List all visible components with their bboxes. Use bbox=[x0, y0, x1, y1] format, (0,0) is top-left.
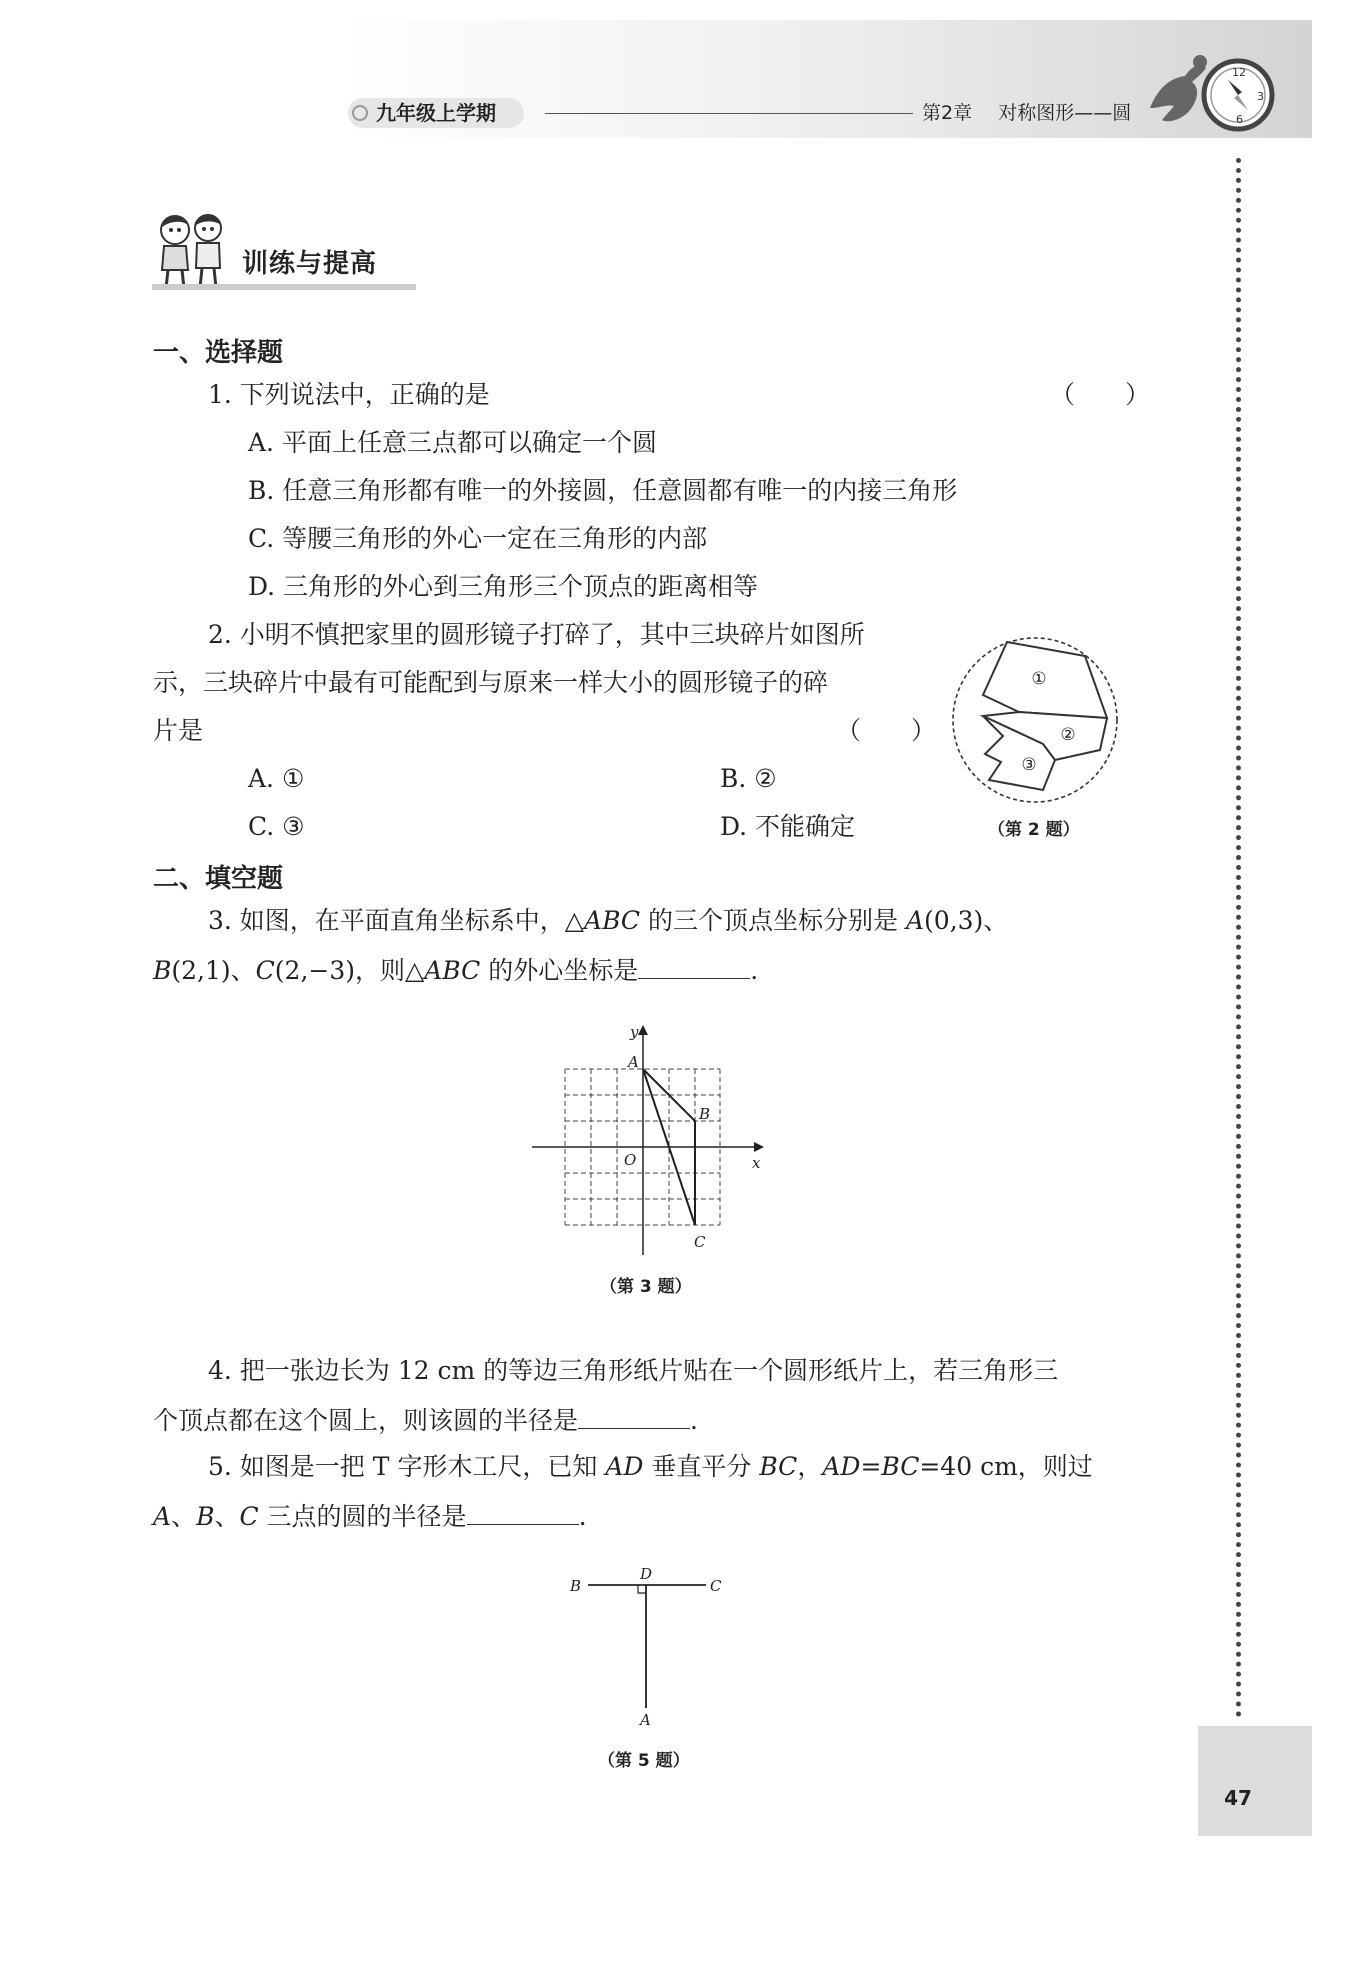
q5-answer-blank[interactable] bbox=[467, 1500, 579, 1525]
q2-option-a: A. ① bbox=[248, 764, 305, 793]
kids-icon bbox=[150, 208, 235, 293]
q3-y-arrow bbox=[638, 1025, 648, 1035]
q3-label-x: x bbox=[752, 1154, 761, 1172]
q2-figure-caption: （第 2 题） bbox=[988, 820, 1080, 840]
svg-text:6: 6 bbox=[1236, 113, 1243, 126]
chapter-label bbox=[922, 100, 1131, 126]
q2-option-c: C. ③ bbox=[248, 812, 305, 841]
q5-line1: 5. 如图是一把 T 字形木工尺，已知 AD 垂直平分 BC，AD=BC=40 cm，则过 bbox=[208, 1452, 1093, 1481]
q4-line1: 4. 把一张边长为 12 cm 的等边三角形纸片贴在一个圆形纸片上，若三角形三 bbox=[208, 1356, 1059, 1385]
dotted-margin-line bbox=[1236, 158, 1241, 1718]
q1-stem: 1. 下列说法中，正确的是 bbox=[208, 380, 490, 409]
q2-label-2: ② bbox=[1060, 725, 1076, 745]
q2-option-b: B. ② bbox=[720, 764, 777, 793]
q5-t-square-figure bbox=[560, 1558, 740, 1728]
page-number: 47 bbox=[1224, 1786, 1252, 1810]
grade-label: 九年级上学期 bbox=[376, 101, 496, 125]
section-banner-title: 训练与提高 bbox=[242, 249, 378, 279]
q1-option-c: C. 等腰三角形的外心一定在三角形的内部 bbox=[248, 524, 708, 553]
q5-right-angle-mark bbox=[638, 1585, 646, 1593]
q3-label-c: C bbox=[694, 1233, 706, 1251]
svg-text:3: 3 bbox=[1257, 90, 1264, 103]
q3-label-b: B bbox=[699, 1105, 711, 1123]
q5-label-d: D bbox=[640, 1565, 653, 1583]
q1-option-a: A. 平面上任意三点都可以确定一个圆 bbox=[248, 428, 657, 457]
q3-label-y: y bbox=[630, 1023, 639, 1041]
banner-underline bbox=[152, 284, 416, 290]
q3-line2: B(2,1)、C(2,−3)，则△ABC 的外心坐标是 . bbox=[153, 956, 759, 985]
q3-label-origin: O bbox=[624, 1151, 637, 1169]
q2-line2: 示，三块碎片中最有可能配到与原来一样大小的圆形镜子的碎 bbox=[153, 668, 829, 697]
q3-x-arrow bbox=[754, 1142, 764, 1152]
q3-label-a: A bbox=[628, 1053, 639, 1071]
q1-option-b: B. 任意三角形都有唯一的外接圆，任意圆都有唯一的内接三角形 bbox=[248, 476, 958, 505]
section-choice-heading: 一、选择题 bbox=[153, 338, 284, 368]
q5-line2: A、B、C 三点的圆的半径是 . bbox=[153, 1502, 587, 1531]
q4-line2: 个顶点都在这个圆上，则该圆的半径是 . bbox=[153, 1406, 698, 1435]
q1-option-d: D. 三角形的外心到三角形三个顶点的距离相等 bbox=[248, 572, 759, 601]
q2-label-1: ① bbox=[1031, 669, 1047, 689]
q4-answer-blank[interactable] bbox=[578, 1404, 690, 1429]
chapter-number: 第2章 bbox=[922, 102, 973, 124]
svg-text:12: 12 bbox=[1232, 66, 1246, 79]
q3-line1: 3. 如图，在平面直角坐标系中，△ABC 的三个顶点坐标分别是 A(0,3)、 bbox=[208, 906, 1009, 935]
q5-label-a: A bbox=[640, 1711, 651, 1728]
header-rule bbox=[545, 113, 913, 114]
q2-line3: 片是 bbox=[153, 716, 204, 745]
q2-option-d: D. 不能确定 bbox=[720, 812, 856, 841]
q5-figure-caption: （第 5 题） bbox=[598, 1751, 690, 1771]
q5-label-b: B bbox=[570, 1577, 582, 1595]
q3-figure-caption: （第 3 题） bbox=[600, 1277, 692, 1297]
q2-label-3: ③ bbox=[1021, 755, 1037, 775]
runner-compass-icon bbox=[1140, 48, 1280, 138]
grade-pill-left-dot bbox=[352, 105, 368, 121]
q3-coordinate-figure bbox=[520, 1015, 780, 1265]
q2-answer-paren: （ ） bbox=[836, 716, 937, 745]
q3-answer-blank[interactable] bbox=[638, 954, 750, 979]
q5-label-c: C bbox=[710, 1577, 722, 1595]
page-number-tab bbox=[1198, 1726, 1312, 1836]
chapter-title: 对称图形——圆 bbox=[998, 102, 1132, 124]
grade-pill bbox=[348, 98, 524, 128]
section-fill-heading: 二、填空题 bbox=[153, 864, 284, 894]
q2-mirror-figure bbox=[945, 630, 1125, 810]
q1-answer-paren: （ ） bbox=[1050, 380, 1151, 409]
q2-line1: 2. 小明不慎把家里的圆形镜子打碎了，其中三块碎片如图所 bbox=[208, 620, 865, 649]
